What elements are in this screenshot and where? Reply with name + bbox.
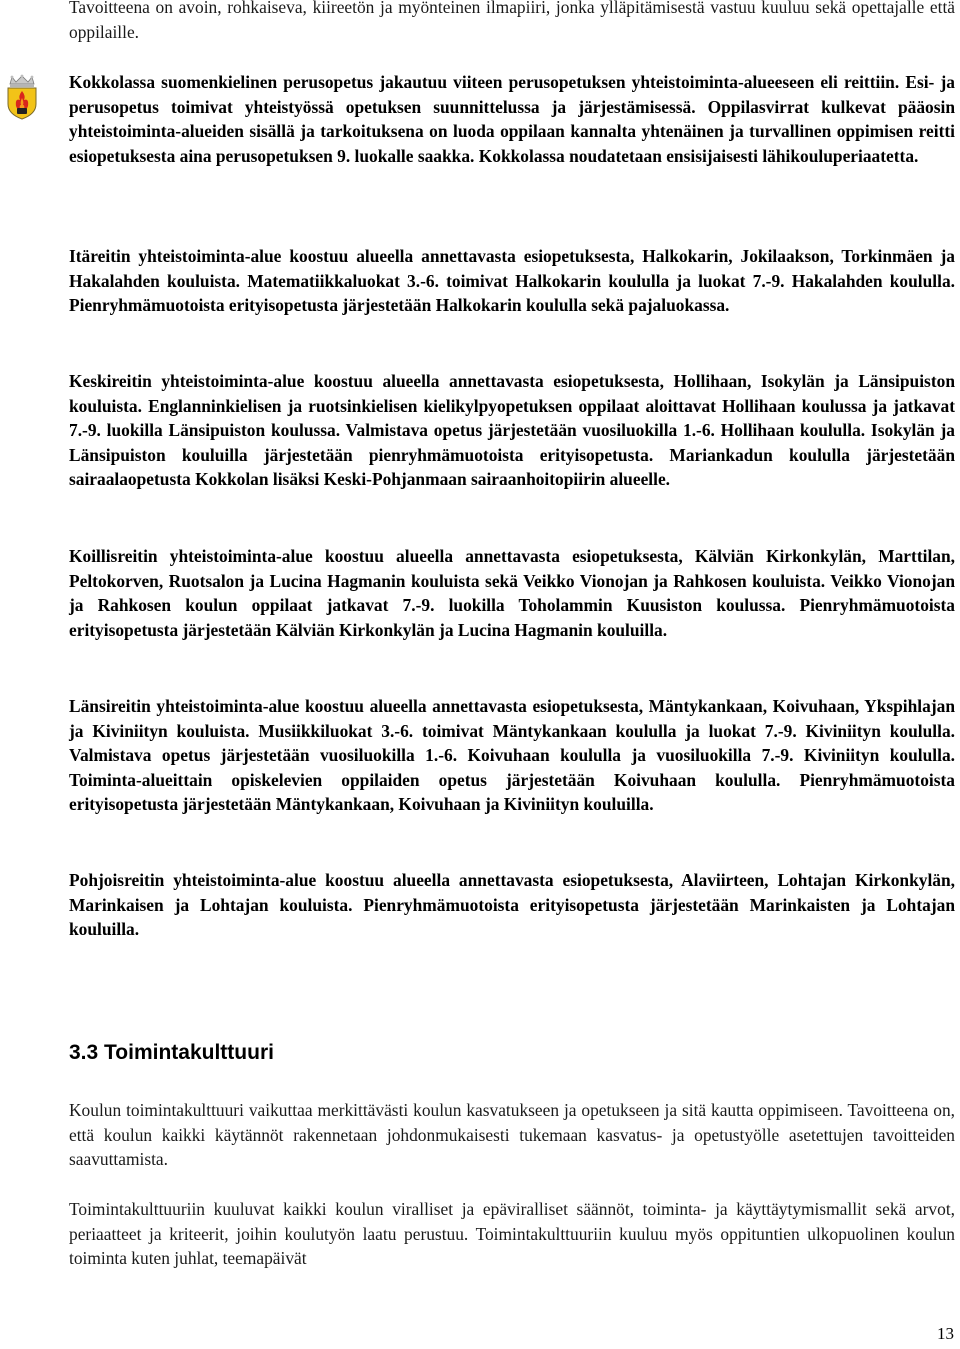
section-heading: 3.3 Toimintakulttuuri [69,1041,274,1064]
page-number: 13 [937,1324,954,1343]
paragraph-culture-components: Toimintakulttuuriin kuuluvat kaikki koulun viralliset ja epäviralliset säännöt, toiminta- ja käyttäytymismallit sekä arvot, periaatteet ja kriteerit, joihin koulutyön laatu perustuu. Toimintakulttuuriin kuuluu myös oppituntien ulkopuolinen koulun toiminta kuten juhlat, teemapäivät [69,1199,955,1269]
paragraph-kokkola-routes-intro-text: Kokkolassa suomenkielinen perusopetus jakautuu viiteen perusopetuksen yhteistoiminta-alueeseen eli reittiin. Esi- ja perusopetus toimivat yhteistyössä opetuksen suunnittelussa ja järjestämisessä. Oppilasvirrat kulkevat pääosin yhteistoiminta-alueiden sisällä ja tarkoituksena on luoda oppilaan kannalta yhtenäinen ja turvallinen oppimisen reitti esiopetuksesta aina perusopetuksen 9. luokalle saakka. Kokkolassa noudatetaan ensisijaisesti lähikouluperiaatetta. [69,72,955,166]
paragraph-central-route: Keskireitin yhteistoiminta-alue koostuu alueella annettavasta esiopetuksesta, Hollihaan, Isokylän ja Länsipuiston kouluista. Englanninkielisen ja ruotsinkielisen kielikylpyopetuksen oppilaat aloittavat Hollihaan koulussa ja jatkavat 7.-9. luokilla Länsipuiston koulussa. Valmistava opetus järjestetään vuosiluokilla 1.-6. Hollihaan koululla. Isokylän ja Länsipuiston kouluilla järjestetään pienryhmämuotoista erityisopetusta. Mariankadun koululla järjestetään sairaalaopetusta Kokkolan lisäksi Keski-Pohjanmaan sairaanhoitopiirin alueelle. [69,371,955,490]
paragraph-goal-atmosphere: Tavoitteena on avoin, rohkaiseva, kiireetön ja myönteinen ilmapiiri, jonka ylläpitämisestä vastuu kuuluu sekä opettajalle että oppilaille. [69,0,955,42]
paragraph-kokkola-routes-intro [69,70,955,168]
paragraph-northeast-route: Koillisreitin yhteistoiminta-alue koostuu alueella annettavasta esiopetuksesta, Kälviän Kirkonkylän, Marttilan, Peltokorven, Ruotsalon ja Lucina Hagmanin kouluista sekä Veikko Vionojan ja Rahkosen kouluista. Veikko Vionojan ja Rahkosen koulun oppilaat jatkavat 7.-9. luokilla Toholammin Kuusiston koulussa. Pienryhmämuotoista erityisopetusta järjestetään Kälviän Kirkonkylän ja Lucina Hagmanin kouluilla. [69,546,955,640]
paragraph-school-culture: Koulun toimintakulttuuri vaikuttaa merkittävästi koulun kasvatukseen ja opetukseen ja sitä kautta oppimiseen. Tavoitteena on, että koulun kaikki käytännöt rakennetaan johdonmukaisesti tukemaan kasvatus- ja opetustyölle asetettujen tavoitteiden saavuttamista. [69,1100,955,1170]
paragraph-east-route: Itäreitin yhteistoiminta-alue koostuu alueella annettavasta esiopetuksesta, Halkokarin, Jokilaakson, Torkinmäen ja Hakalahden kouluista. Matematiikkaluokat 3.-6. toimivat Halkokarin koululla ja luokat 7.-9. Hakalahden koululla. Pienryhmämuotoista erityisopetusta järjestetään Halkokarin koululla sekä pajaluokassa. [69,246,955,316]
paragraph-west-route: Länsireitin yhteistoiminta-alue koostuu alueella annettavasta esiopetuksesta, Mäntykankaan, Koivuhaan, Ykspihlajan ja Kiviniityn kouluista. Musiikkiluokat 3.-6. toimivat Mäntykankaan koululla ja luokat 7.-9. Kiviniityn koululla. Valmistava opetus järjestetään vuosiluokilla 1.-6. Koivuhaan koululla ja vuosiluokilla 7.-9. Kiviniityn koululla. Toiminta-alueittain opiskelevien oppilaiden opetus järjestetään Koivuhaan koululla. Pienryhmämuotoista erityisopetusta järjestetään Mäntykankaan, Koivuhaan ja Kiviniityn kouluilla. [69,696,955,815]
paragraph-north-route: Pohjoisreitin yhteistoiminta-alue koostuu alueella annettavasta esiopetuksesta, Alaviirteen, Lohtajan Kirkonkylän, Marinkaisen ja Lohtajan kouluista. Pienryhmämuotoista erityisopetusta järjestetään Marinkaisten ja Lohtajan kouluilla. [69,870,955,940]
kokkola-coat-of-arms-icon [2,74,42,120]
